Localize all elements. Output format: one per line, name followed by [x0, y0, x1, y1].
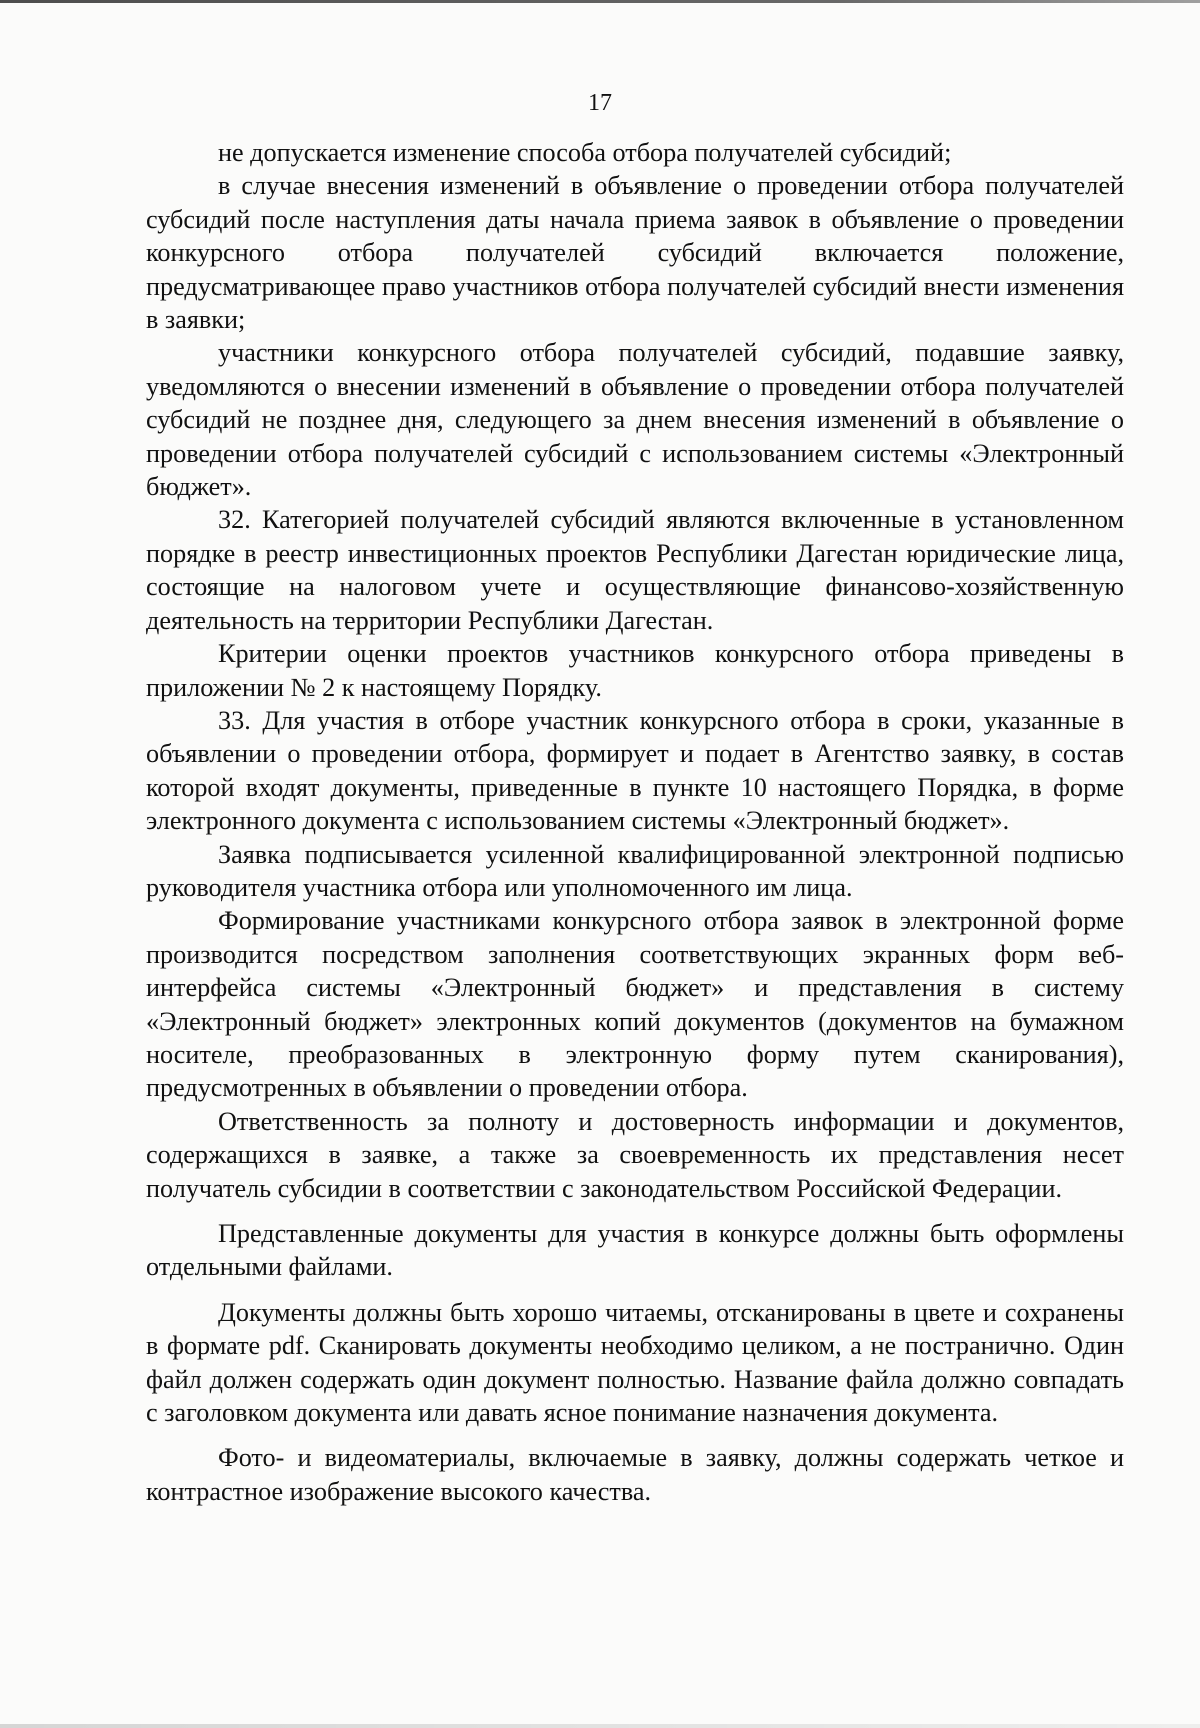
paragraph: Формирование участниками конкурсного отбора заявок в электронной форме производится посредством заполнения соответствующих экранных форм веб-интерфейса системы «Электронный бюджет» и представления в систему «Электронный бюджет» электронных копий документов (документов на бумажном носителе, преобразованных в электронную форму путем сканирования), предусмотренных в объявлении о проведении отбора. — [146, 906, 1124, 1103]
page-number: 17 — [588, 90, 612, 116]
paragraph: в случае внесения изменений в объявление о проведении отбора получателей субсидий после наступления даты начала приема заявок в объявление о проведении конкурсного отбора получателей субсидий включается положение, предусматривающее право участников отбора получателей субсидий внести изменения в заявки; — [146, 171, 1124, 335]
paragraph-item-32: 32. Категорией получателей субсидий являются включенные в установленном порядке в реестр инвестиционных проектов Республики Дагестан юридические лица, состоящие на налоговом учете и осуществляющие финансово-хозяйственную деятельность на территории Республики Дагестан. — [146, 505, 1124, 635]
paragraph: Заявка подписывается усиленной квалифицированной электронной подписью руководителя участника отбора или уполномоченного им лица. — [146, 839, 1124, 902]
paragraph: Документы должны быть хорошо читаемы, отсканированы в цвете и сохранены в формате pdf. Сканировать документы необходимо целиком, а не постранично. Один файл должен содержать один документ полностью. Название файла должно совпадать с заголовком документа или давать ясное понимание назначения документа. — [146, 1297, 1124, 1428]
paragraph: Фото- и видеоматериалы, включаемые в заявку, должны содержать четкое и контрастное изображение высокого качества. — [146, 1443, 1124, 1506]
paragraph: не допускается изменение способа отбора получателей субсидий; — [218, 138, 952, 167]
paragraph: Ответственность за полноту и достоверность информации и документов, содержащихся в заявке, а также за своевременность их представления несет получатель субсидии в соответствии с законодательством Российской Федерации. — [146, 1106, 1124, 1203]
document-body — [146, 136, 1124, 1508]
paragraph: Критерии оценки проектов участников конкурсного отбора приведены в приложении № 2 к настоящему Порядку. — [146, 639, 1124, 702]
scan-edge-bottom — [0, 1724, 1200, 1728]
paragraph: Представленные документы для участия в конкурсе должны быть оформлены отдельными файлами. — [146, 1219, 1124, 1282]
paragraph: участники конкурсного отбора получателей субсидий, подавшие заявку, уведомляются о внесении изменений в объявление о проведении отбора получателей субсидий не позднее дня, следующего за днем внесения изменений в объявление о проведении отбора получателей субсидий с использованием системы «Электронный бюджет». — [146, 338, 1124, 502]
paragraph-item-33: 33. Для участия в отборе участник конкурсного отбора в сроки, указанные в объявлении о проведении отбора, формирует и подает в Агентство заявку, в состав которой входят документы, приведенные в пункте 10 настоящего Порядка, в форме электронного документа с использованием системы «Электронный бюджет». — [146, 705, 1124, 836]
scan-edge-top — [0, 0, 1200, 3]
